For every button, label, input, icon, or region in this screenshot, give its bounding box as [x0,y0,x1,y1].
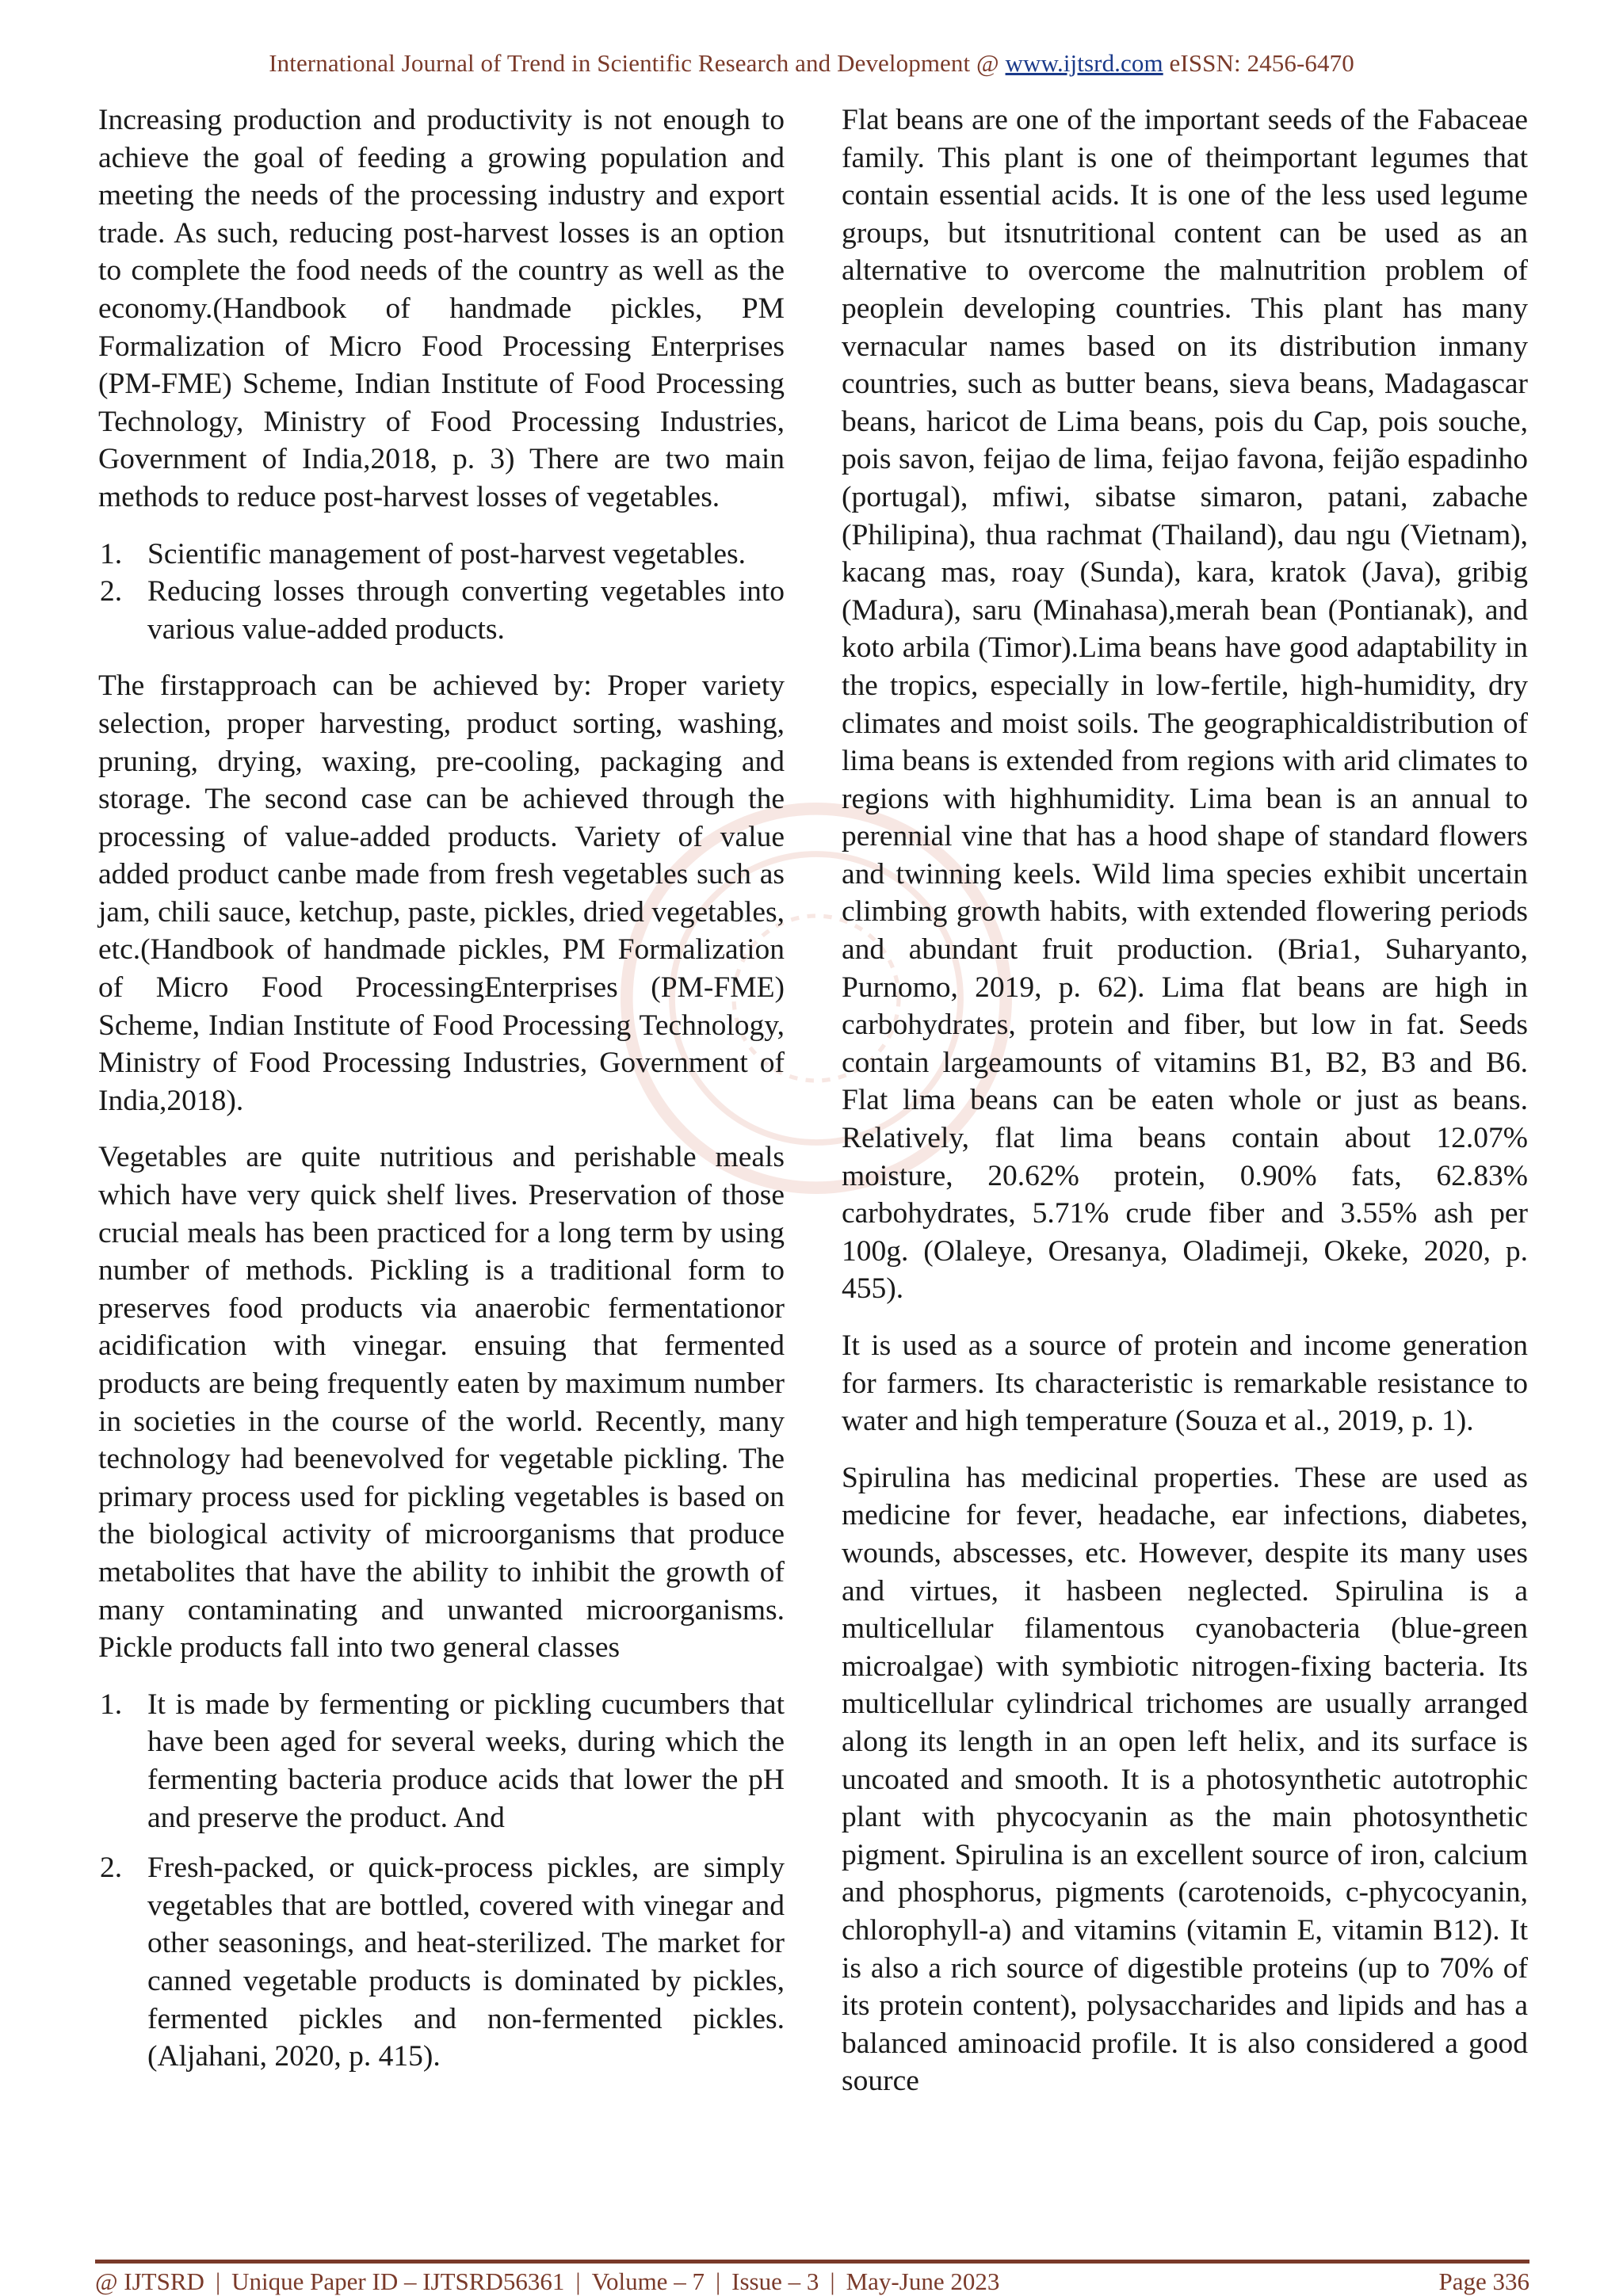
list-number: 1. [100,1688,123,1721]
list-item [98,536,785,574]
paragraph: Vegetables are quite nutritious and perishable meals which have very quick shelf lives. Preservation of those crucial meals has been practiced for a long term by using number of methods. Pickling is a traditional form to preserves food products via anaerobic fermentationor acidification with vinegar. ensuing that fermented products are being frequently eaten by maximum number in societies in the course of the world. Recently, many technology had beenevolved for vegetable pickling. The primary process used for pickling vegetables is based on the biological activity of microorganisms that produce metabolites that have the ability to inhibit the growth of many contaminating and unwanted microorganisms. Pickle products fall into two general classes [98,1141,785,1665]
running-header [0,49,1623,78]
eissn: eISSN: 2456-6470 [1163,49,1354,77]
paragraph: The firstapproach can be achieved by: Proper variety selection, proper harvesting, product sorting, washing, pruning, drying, waxing, pre-cooling, packaging and storage. The second case can be achieved through the processing of value-added products. Variety of value added product canbe made from fresh vegetables such as jam, chili sauce, ketchup, paste, pickles, dried vegetables, etc.(Handbook of handmade pickles, PM Formalization of Micro Food ProcessingEnterprises (PM-FME) Scheme, Indian Institute of Food Processing Technology, Ministry of Food Processing Industries, Government of India,2018). [98,669,785,1117]
left-column [98,101,785,2095]
footer-date: May-June 2023 [846,2267,1000,2295]
list-text: Fresh-packed, or quick-process pickles, are simply vegetables that are bottled, covered with vinegar and other seasonings, and heat-sterilized. The market for canned vegetable products is dominated by pickles, fermented pickles and non-fermented pickles. (Aljahani, 2020, p. 415). [147,1852,785,2073]
footer-left: @ IJTSRD | Unique Paper ID – IJTSRD56361 | Volume – 7 | Issue – 3 | May-June 2023 [95,2267,1000,2295]
paragraph: Flat beans are one of the important seeds of the Fabaceae family. This plant is one of theimportant legumes that contain essential acids. It is one of the less used legume groups, but itsnutritional content can be used as an alternative to overcome the malnutrition problem of peoplein developing countries. This plant has many vernacular names based on its distribution inmany countries, such as butter beans, sieva beans, Madagascar beans, haricot de Lima beans, pois du Cap, pois souche, pois savon, feijao de lima, feijao favona, feijão espadinho (portugal), mfiwi, sibatse simaron, patani, zabache (Philipina), thua rachmat (Thailand), dau ngu (Vietnam), kacang mas, roay (Sunda), kara, kratok (Java), gribig (Madura), saru (Minahasa),merah bean (Pontianak), and koto arbila (Timor).Lima beans have good adaptability in the tropics, especially in low-fertile, high-humidity, dry climates and moist soils. The geographicaldistribution of lima beans is extended from regions with arid climates to regions with highhumidity. Lima bean is an annual to perennial vine that has a hood shape of standard flowers and twinning keels. Wild lima species exhibit uncertain climbing growth habits, with extended flowering periods and abundant fruit production. (Bria1, Suharyanto, Purnomo, 2019, p. 62). Lima flat beans are high in carbohydrates, protein and fiber, but low in fat. Seeds contain largeamounts of vitamins B1, B2, B3 and B6. Flat lima beans can be eaten whole or just as beans. Relatively, flat lima beans contain about 12.07% moisture, 20.62% protein, 0.90% fats, 62.83% carbohydrates, 5.71% crude fiber and 3.55% ash per 100g. (Olaleye, Oresanya, Oladimeji, Okeke, 2020, p. 455). [842,104,1528,1306]
footer-publisher: @ IJTSRD [95,2267,204,2295]
list-item [98,573,785,648]
journal-name: International Journal of Trend in Scientific Research and Development @ [269,49,1006,77]
list-number: 1. [100,537,123,570]
list-item [98,1849,785,2076]
list-text: Scientific management of post-harvest vegetables. [147,537,746,570]
footer-rule [95,2260,1529,2264]
pickle-classes-list [98,1686,785,2076]
right-column [842,101,1528,2119]
list-text: It is made by fermenting or pickling cucumbers that have been aged for several weeks, during which the fermenting bacteria produce acids that lower the pH and preserve the product. And [147,1688,785,1834]
footer-paper-id: Unique Paper ID – IJTSRD56361 [231,2267,565,2295]
list-item [98,1686,785,1836]
list-text: Reducing losses through converting vegetables into various value-added products. [147,575,785,646]
list-number: 2. [100,1852,123,1885]
journal-url-link[interactable]: www.ijtsrd.com [1005,49,1163,77]
methods-list [98,536,785,649]
page-footer [95,2267,1529,2296]
list-number: 2. [100,575,123,608]
footer-volume: Volume – 7 [591,2267,705,2295]
paragraph: Increasing production and productivity is not enough to achieve the goal of feeding a growing population and meeting the needs of the processing industry and export trade. As such, reducing post-harvest losses is an option to complete the food needs of the country as well as the economy.(Handbook of handmade pickles, PM Formalization of Micro Food Processing Enterprises (PM-FME) Scheme, Indian Institute of Food Processing Technology, Ministry of Food Processing Industries, Government of India,2018, p. 3) There are two main methods to reduce post-harvest losses of vegetables. [98,104,785,513]
paragraph: Spirulina has medicinal properties. These are used as medicine for fever, headache, ear infections, diabetes, wounds, abscesses, etc. However, despite its many uses and virtues, it hasbeen neglected. Spirulina is a multicellular filamentous cyanobacteria (blue-green microalgae) with symbiotic nitrogen-fixing bacteria. Its multicellular cylindrical trichomes are usually arranged along its length in an open left helix, and its surface is uncoated and smooth. It is a photosynthetic autotrophic plant with phycocyanin as the main photosynthetic pigment. Spirulina is an excellent source of iron, calcium and phosphorus, pigments (carotenoids, c-phycocyanin, chlorophyll-a) and vitamins (vitamin E, vitamin B12). It is also a rich source of digestible proteins (up to 70% of its protein content), polysaccharides and lipids and has a balanced aminoacid profile. It is also considered a good source [842,1461,1528,2098]
paragraph: It is used as a source of protein and income generation for farmers. Its characteristic is remarkable resistance to water and high temperature (Souza et al., 2019, p. 1). [842,1329,1528,1438]
footer-issue: Issue – 3 [731,2267,819,2295]
page-number: Page 336 [1438,2267,1529,2295]
